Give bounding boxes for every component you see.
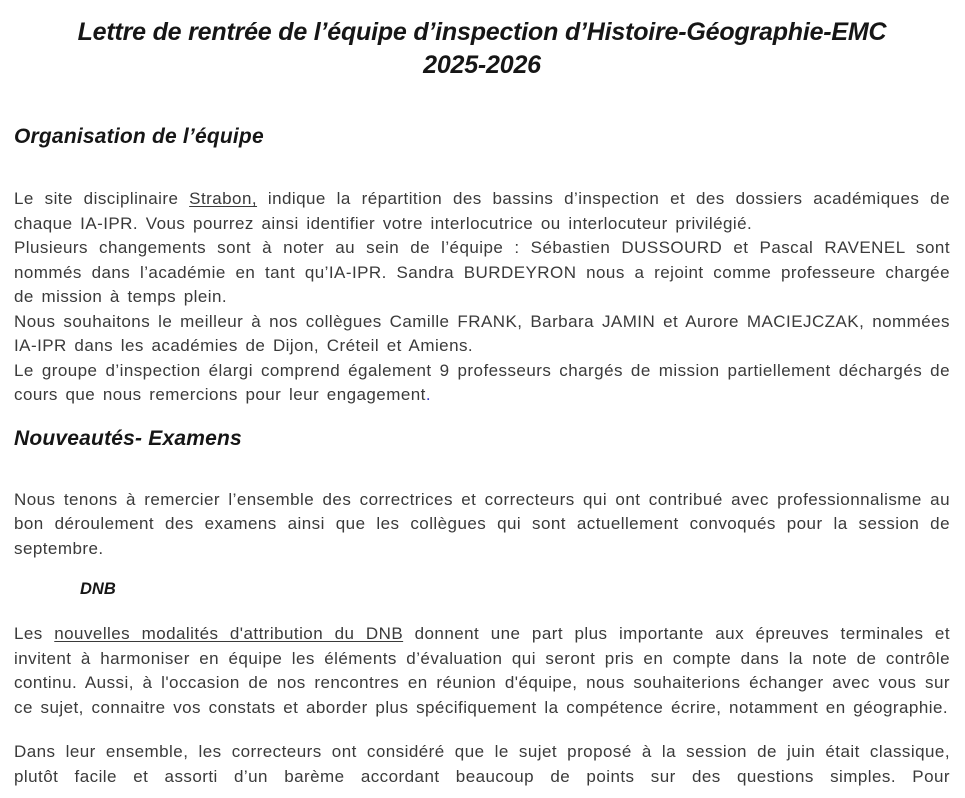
blue-period: . bbox=[425, 385, 431, 404]
paragraph-collegues-nommees: Nous souhaitons le meilleur à nos collègues Camille FRANK, Barbara JAMIN et Aurore MACIEJCZAK, nommées IA-IPR dans les académies de Dijon, Créteil et Amiens. bbox=[14, 311, 950, 355]
strabon-link[interactable]: Strabon, bbox=[189, 189, 258, 208]
heading-organisation-equipe: Organisation de l’équipe bbox=[14, 125, 264, 148]
paragraph-dnb-modalites bbox=[14, 622, 950, 720]
paragraph-text: Le groupe d’inspection élargi comprend également 9 professeurs chargés de mission partiellement déchargés de cours que nous remercions pour leur engagement bbox=[14, 360, 950, 404]
paragraph-correcteurs-sujet-juin: Dans leur ensemble, les correcteurs ont considéré que le sujet proposé à la session de juin était classique, plutôt facile et assorti d’un barème accordant beaucoup de points sur des questions simples. Pour bbox=[14, 742, 950, 786]
paragraph-text: Les bbox=[14, 624, 55, 643]
paragraph-text: Le site disciplinaire bbox=[14, 189, 190, 208]
document-title bbox=[14, 16, 950, 82]
title-line-2: 2025-2026 bbox=[423, 51, 541, 79]
paragraph-text: indique la répartition des bassins d’inspection et des dossiers académiques de chaque IA-IPR. Vous pourrez ainsi identifier votre interlocutrice ou interlocuteur privilégié. bbox=[14, 189, 950, 233]
title-line-1: Lettre de rentrée de l’équipe d’inspection d’Histoire-Géographie-EMC bbox=[77, 18, 887, 46]
subheading-dnb: DNB bbox=[80, 580, 116, 598]
dnb-modalites-link[interactable]: nouvelles modalités d'attribution du DNB bbox=[54, 624, 404, 643]
heading-nouveautes-examens: Nouveautés- Examens bbox=[14, 426, 242, 450]
paragraph-groupe-inspection bbox=[14, 359, 950, 408]
paragraph-text: donnent une part plus importante aux épreuves terminales et invitent à harmoniser en équipe les éléments d’évaluation qui seront pris en compte dans la note de contrôle continu. Aussi, à l'occasion de nos rencontres en réunion d'équipe, nous souhaiterions échanger avec vous sur ce sujet, connaitre vos constats et aborder plus spécifiquement la compétence écrire, notamment en géographie. bbox=[14, 624, 951, 717]
paragraph-remerciements-correcteurs: Nous tenons à remercier l’ensemble des correctrices et correcteurs qui ont contribué avec professionnalisme au bon déroulement des examens ainsi que les collègues qui sont actuellement convoqués pour la session de septembre. bbox=[14, 489, 950, 558]
paragraph-site-strabon bbox=[14, 187, 950, 236]
paragraph-changements-equipe: Plusieurs changements sont à noter au sein de l’équipe : Sébastien DUSSOURD et Pascal RAVENEL sont nommés dans l’académie en tant qu’IA-IPR. Sandra BURDEYRON nous a rejoint comme professeure chargée de mission à temps plein. bbox=[14, 238, 950, 306]
